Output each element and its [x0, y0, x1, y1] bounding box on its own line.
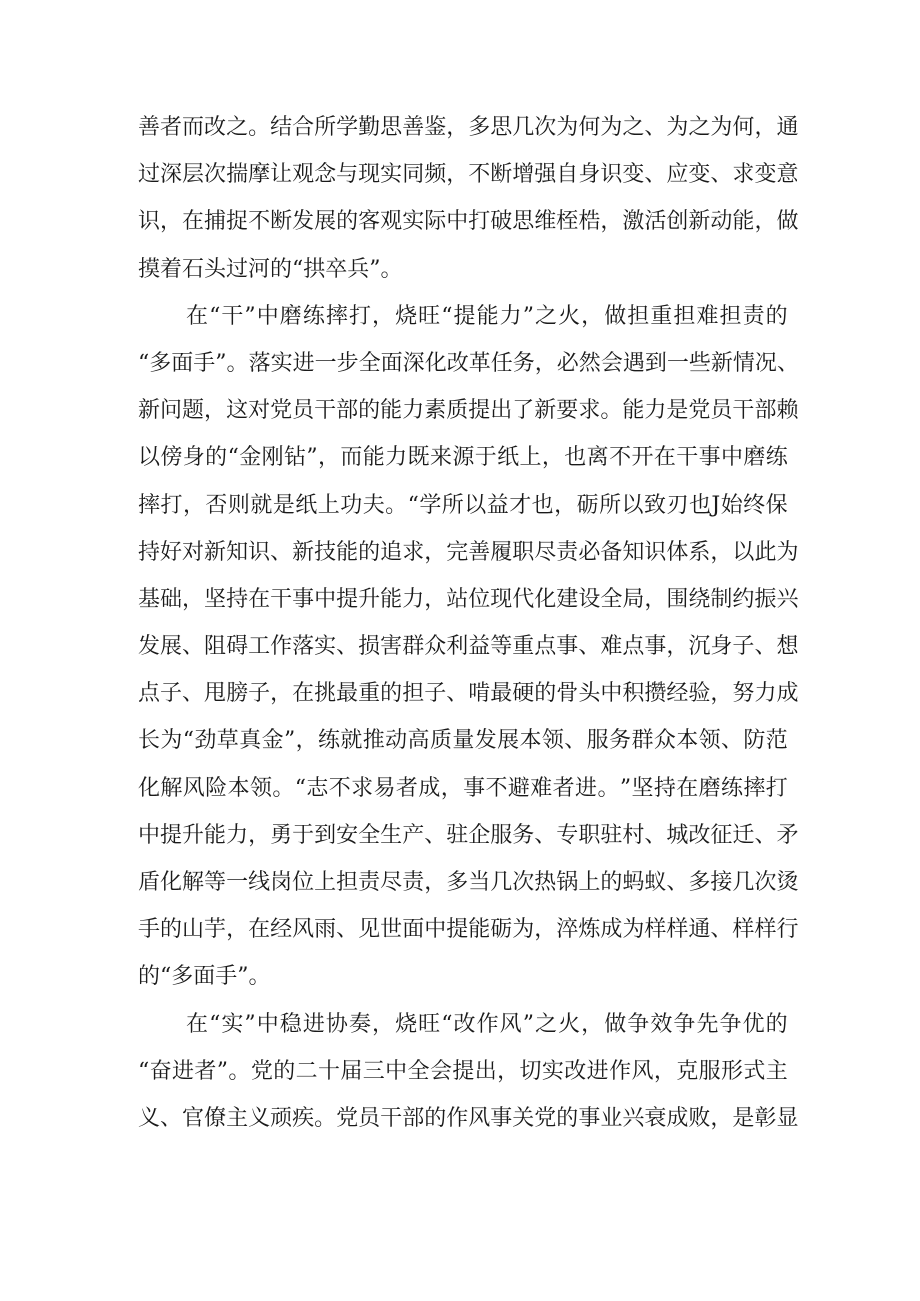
text-line: 摔 打 ， 否 则 就 是 纸 上 功 夫 。 “ 学 所 以 益 才 也 ， 砺 所 以 致 刃 也 J 始 终 保 — [138, 492, 788, 518]
text-line: 发 展 、 阻 碍 工 作 落 实 、 损 害 群 众 利 益 等 重 点 事 、 难 点 事 ， 沉 身 子 、 想 — [138, 634, 799, 660]
article-body — [138, 104, 799, 1142]
text-line: “ 奋 进 者 ” 。 党 的 二 十 届 三 中 全 会 提 出 ， 切 实 改 进 作 风 ， 克 服 形 式 主 — [138, 1058, 788, 1084]
text-line: 识 ， 在 捕 捉 不 断 发 展 的 客 观 实 际 中 打 破 思 维 桎 梏 ， 激 活 创 新 动 能 ， 做 — [138, 209, 799, 235]
text-line: 新 问 题 ， 这 对 党 员 干 部 的 能 力 素 质 提 出 了 新 要 求 。 能 力 是 党 员 干 部 赖 — [138, 398, 799, 424]
text-line: 善 者 而 改 之 。 结 合 所 学 勤 思 善 鉴 ， 多 思 几 次 为 何 为 之 、 为 之 为 何 ， 通 — [138, 115, 799, 140]
text-line: 摸着石头过河的“拱卒兵”。 — [138, 256, 403, 282]
text-line: 长 为 “ 劲 草 真 金 ” ， 练 就 推 动 高 质 量 发 展 本 领 、 服 务 群 众 本 领 、 防 范 — [138, 728, 788, 754]
text-line: 在 “ 实 ” 中 稳 进 协 奏 ， 烧 旺 “ 改 作 风 ” 之 火 ， 做 争 效 争 先 争 优 的 — [186, 1011, 788, 1037]
text-line: 过 深 层 次 揣 摩 让 观 念 与 现 实 同 频 ， 不 断 增 强 自 身 识 变 、 应 变 、 求 变 意 — [138, 162, 799, 188]
text-line: 持 好 对 新 知 识 、 新 技 能 的 追 求 ， 完 善 履 职 尽 责 必 备 知 识 体 系 ， 以 此 为 — [138, 539, 799, 565]
text-line: 手 的 山 芋 ， 在 经 风 雨 、 见 世 面 中 提 能 砺 为 ， 淬 炼 成 为 样 样 通 、 样 样 行 — [138, 917, 799, 943]
text-line: 中 提 升 能 力 ， 勇 于 到 安 全 生 产 、 驻 企 服 务 、 专 职 驻 村 、 城 改 征 迁 、 矛 — [138, 822, 799, 848]
text-line: 以 傍 身 的 “ 金 刚 钻 ” ， 而 能 力 既 来 源 于 纸 上 ， 也 离 不 开 在 干 事 中 磨 练 — [138, 445, 788, 471]
text-line: “ 多 面 手 ” 。 落 实 进 一 步 全 面 深 化 改 革 任 务 ， 必 然 会 遇 到 一 些 新 情 况 、 — [138, 350, 799, 376]
text-line: 在 “ 干 ” 中 磨 练 摔 打 ， 烧 旺 “ 提 能 力 ” 之 火 ， 做 担 重 担 难 担 责 的 — [186, 303, 788, 329]
text-line: 化 解 风 险 本 领 。 “ 志 不 求 易 者 成 ， 事 不 避 难 者 进 。 ” 坚 持 在 磨 练 摔 打 — [138, 775, 788, 801]
text-line: 点 子 、 甩 膀 子 ， 在 挑 最 重 的 担 子 、 啃 最 硬 的 骨 头 中 积 攒 经 验 ， 努 力 成 — [138, 681, 799, 707]
text-line: 的“多面手”。 — [138, 964, 271, 990]
text-line: 盾 化 解 等 一 线 岗 位 上 担 责 尽 责 ， 多 当 几 次 热 锅 上 的 蚂 蚁 、 多 接 几 次 烫 — [138, 870, 799, 895]
text-line: 义 、 官 僚 主 义 顽 疾 。 党 员 干 部 的 作 风 事 关 党 的 事 业 兴 衰 成 败 ， 是 彰 显 — [138, 1105, 799, 1131]
text-line: 基 础 ， 坚 持 在 干 事 中 提 升 能 力 ， 站 位 现 代 化 建 设 全 局 ， 围 绕 制 约 振 兴 — [138, 586, 799, 612]
